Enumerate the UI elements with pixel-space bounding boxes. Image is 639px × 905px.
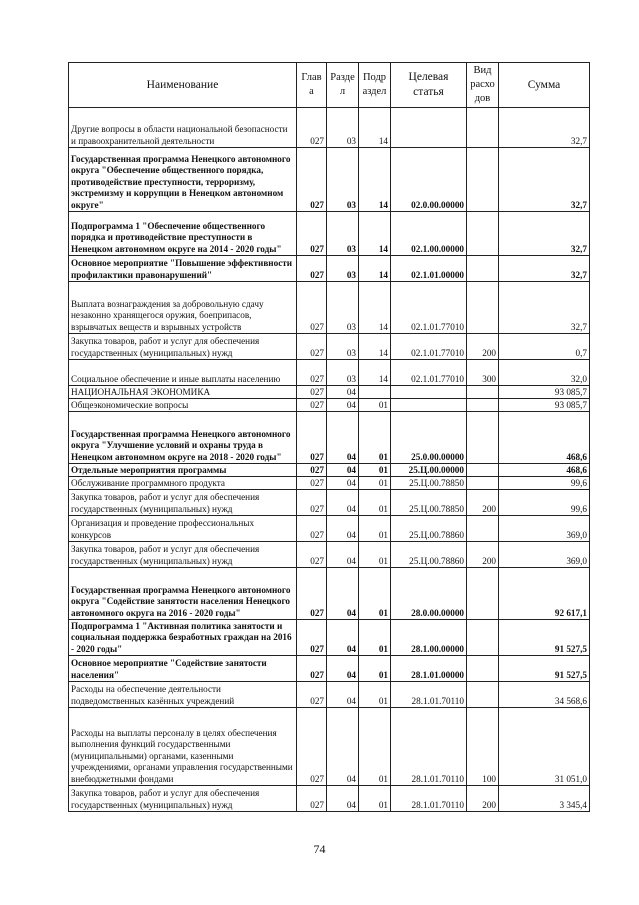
row-chapter: 027 — [297, 212, 327, 256]
row-subsection: 01 — [359, 412, 391, 464]
row-target: 25.Ц.00.78860 — [391, 516, 467, 542]
row-sum: 99,6 — [499, 477, 590, 490]
row-sum: 92 617,1 — [499, 568, 590, 620]
row-subsection: 14 — [359, 360, 391, 386]
row-target: 02.1.00.00000 — [391, 212, 467, 256]
row-chapter: 027 — [297, 412, 327, 464]
row-section: 03 — [327, 256, 359, 282]
table-row — [69, 256, 590, 282]
row-section: 04 — [327, 490, 359, 516]
row-sum: 31 051,0 — [499, 708, 590, 786]
row-name: Общеэкономические вопросы — [69, 399, 297, 412]
row-name: Расходы на выплаты персоналу в целях обеспечения выполнения функций государственными (муниципальными) органами, казенными учреждениями, органами управления государственными внебюджетными фондами — [69, 708, 297, 786]
table-row — [69, 386, 590, 399]
row-sum: 32,0 — [499, 360, 590, 386]
row-chapter: 027 — [297, 786, 327, 812]
row-section: 04 — [327, 477, 359, 490]
row-type: 200 — [467, 334, 499, 360]
row-subsection: 01 — [359, 490, 391, 516]
row-sum: 369,0 — [499, 542, 590, 568]
row-sum: 91 527,5 — [499, 656, 590, 682]
row-name: Закупка товаров, работ и услуг для обеспечения государственных (муниципальных) нужд — [69, 542, 297, 568]
row-section: 04 — [327, 542, 359, 568]
row-chapter: 027 — [297, 334, 327, 360]
row-name: НАЦИОНАЛЬНАЯ ЭКОНОМИКА — [69, 386, 297, 399]
row-sum: 3 345,4 — [499, 786, 590, 812]
row-subsection: 01 — [359, 464, 391, 477]
table-row — [69, 282, 590, 334]
row-name: Государственная программа Ненецкого автономного округа "Содействие занятости населения Ненецкого автономного округа на 2016 - 2020 годы" — [69, 568, 297, 620]
row-section: 03 — [327, 212, 359, 256]
row-subsection: 14 — [359, 334, 391, 360]
row-subsection: 01 — [359, 786, 391, 812]
row-type: 200 — [467, 542, 499, 568]
row-type — [467, 386, 499, 399]
row-subsection: 14 — [359, 282, 391, 334]
row-section: 03 — [327, 148, 359, 212]
row-target: 28.0.00.00000 — [391, 568, 467, 620]
row-target: 02.1.01.77010 — [391, 282, 467, 334]
row-name: Отдельные мероприятия программы — [69, 464, 297, 477]
header-section: Разде л — [327, 63, 359, 108]
table-row — [69, 786, 590, 812]
row-subsection: 01 — [359, 516, 391, 542]
header-subsection: Подр аздел — [359, 63, 391, 108]
row-subsection: 01 — [359, 620, 391, 656]
row-name: Закупка товаров, работ и услуг для обеспечения государственных (муниципальных) нужд — [69, 786, 297, 812]
row-sum: 32,7 — [499, 256, 590, 282]
row-sum: 0,7 — [499, 334, 590, 360]
row-subsection: 01 — [359, 477, 391, 490]
table-row — [69, 334, 590, 360]
table-row — [69, 148, 590, 212]
row-chapter: 027 — [297, 464, 327, 477]
row-target: 25.Ц.00.78850 — [391, 477, 467, 490]
row-subsection: 14 — [359, 148, 391, 212]
row-section: 04 — [327, 620, 359, 656]
row-subsection — [359, 386, 391, 399]
row-section: 04 — [327, 412, 359, 464]
row-type — [467, 682, 499, 708]
row-target: 28.1.01.00000 — [391, 656, 467, 682]
row-sum: 91 527,5 — [499, 620, 590, 656]
table-row — [69, 412, 590, 464]
header-name: Наименование — [69, 63, 297, 108]
row-name: Основное мероприятие "Повышение эффективности профилактики правонарушений" — [69, 256, 297, 282]
row-type — [467, 282, 499, 334]
row-name: Организация и проведение профессиональных конкурсов — [69, 516, 297, 542]
row-section: 04 — [327, 682, 359, 708]
row-sum: 369,0 — [499, 516, 590, 542]
row-subsection: 14 — [359, 212, 391, 256]
row-name: Другие вопросы в области национальной безопасности и правоохранительной деятельности — [69, 108, 297, 148]
row-type — [467, 399, 499, 412]
row-name: Социальное обеспечение и иные выплаты населению — [69, 360, 297, 386]
row-target: 25.Ц.00.00000 — [391, 464, 467, 477]
row-section: 04 — [327, 516, 359, 542]
row-name: Подпрограмма 1 "Обеспечение общественного порядка и противодействие преступности в Ненецком автономном округе на 2014 - 2020 годы" — [69, 212, 297, 256]
row-section: 04 — [327, 656, 359, 682]
row-target: 25.0.00.00000 — [391, 412, 467, 464]
row-type — [467, 412, 499, 464]
row-type: 200 — [467, 786, 499, 812]
row-target: 28.1.00.00000 — [391, 620, 467, 656]
row-sum: 32,7 — [499, 108, 590, 148]
row-target: 28.1.01.70110 — [391, 786, 467, 812]
row-name: Государственная программа Ненецкого автономного округа "Обеспечение общественного порядка, противодействие преступности, терроризму, экстремизму и коррупции в Ненецком автономном округе" — [69, 148, 297, 212]
table-row — [69, 620, 590, 656]
row-chapter: 027 — [297, 108, 327, 148]
row-chapter: 027 — [297, 656, 327, 682]
row-sum: 468,6 — [499, 464, 590, 477]
row-section: 04 — [327, 386, 359, 399]
header-row — [69, 63, 590, 108]
row-name: Государственная программа Ненецкого автономного округа "Улучшение условий и охраны труда в Ненецком автономном округе на 2018 - 2020 годы" — [69, 412, 297, 464]
page-number: 74 — [313, 842, 326, 856]
row-section: 04 — [327, 568, 359, 620]
row-name: Выплата вознаграждения за добровольную сдачу незаконно хранящегося оружия, боеприпасов, взрывчатых веществ и взрывных устройств — [69, 282, 297, 334]
header-chapter: Глав а — [297, 63, 327, 108]
table-row — [69, 212, 590, 256]
table-row — [69, 542, 590, 568]
row-type — [467, 477, 499, 490]
row-target: 28.1.01.70110 — [391, 708, 467, 786]
row-target: 02.0.00.00000 — [391, 148, 467, 212]
row-section: 03 — [327, 282, 359, 334]
table-row — [69, 360, 590, 386]
header-type: Вид расхо дов — [467, 63, 499, 108]
table-row — [69, 516, 590, 542]
row-sum: 93 085,7 — [499, 386, 590, 399]
row-target — [391, 399, 467, 412]
row-target: 02.1.01.00000 — [391, 256, 467, 282]
table-row — [69, 464, 590, 477]
row-target — [391, 108, 467, 148]
row-section: 03 — [327, 360, 359, 386]
row-target — [391, 386, 467, 399]
row-chapter: 027 — [297, 477, 327, 490]
row-section: 03 — [327, 108, 359, 148]
row-target: 02.1.01.77010 — [391, 360, 467, 386]
row-subsection: 01 — [359, 542, 391, 568]
row-sum: 32,7 — [499, 282, 590, 334]
row-type — [467, 620, 499, 656]
row-type: 100 — [467, 708, 499, 786]
row-type — [467, 568, 499, 620]
row-target: 28.1.01.70110 — [391, 682, 467, 708]
row-subsection: 01 — [359, 682, 391, 708]
row-sum: 93 085,7 — [499, 399, 590, 412]
row-section: 04 — [327, 399, 359, 412]
row-section: 03 — [327, 334, 359, 360]
row-name: Закупка товаров, работ и услуг для обеспечения государственных (муниципальных) нужд — [69, 334, 297, 360]
table-row — [69, 490, 590, 516]
row-sum: 32,7 — [499, 212, 590, 256]
table-row — [69, 568, 590, 620]
table-row — [69, 399, 590, 412]
row-subsection: 14 — [359, 256, 391, 282]
row-type — [467, 656, 499, 682]
row-name: Обслуживание программного продукта — [69, 477, 297, 490]
row-target: 25.Ц.00.78850 — [391, 490, 467, 516]
header-target: Целевая статья — [391, 63, 467, 108]
row-subsection: 01 — [359, 399, 391, 412]
row-name: Подпрограмма 1 "Активная политика занятости и социальная поддержка безработных граждан на 2016 - 2020 годы" — [69, 620, 297, 656]
row-sum: 99,6 — [499, 490, 590, 516]
row-sum: 34 568,6 — [499, 682, 590, 708]
row-chapter: 027 — [297, 386, 327, 399]
row-chapter: 027 — [297, 399, 327, 412]
table-row — [69, 477, 590, 490]
row-target: 02.1.01.77010 — [391, 334, 467, 360]
row-chapter: 027 — [297, 282, 327, 334]
row-chapter: 027 — [297, 542, 327, 568]
row-type — [467, 108, 499, 148]
row-section: 04 — [327, 464, 359, 477]
row-chapter: 027 — [297, 360, 327, 386]
row-name: Расходы на обеспечение деятельности подведомственных казённых учреждений — [69, 682, 297, 708]
row-type — [467, 148, 499, 212]
row-type: 200 — [467, 490, 499, 516]
row-chapter: 027 — [297, 256, 327, 282]
row-type — [467, 256, 499, 282]
row-type — [467, 516, 499, 542]
row-subsection: 01 — [359, 568, 391, 620]
row-subsection: 01 — [359, 656, 391, 682]
table-row — [69, 682, 590, 708]
row-section: 04 — [327, 786, 359, 812]
row-chapter: 027 — [297, 516, 327, 542]
row-type: 300 — [467, 360, 499, 386]
row-chapter: 027 — [297, 620, 327, 656]
row-sum: 32,7 — [499, 148, 590, 212]
header-sum: Сумма — [499, 63, 590, 108]
row-chapter: 027 — [297, 148, 327, 212]
table-row — [69, 656, 590, 682]
row-target: 25.Ц.00.78860 — [391, 542, 467, 568]
row-type — [467, 212, 499, 256]
row-name: Закупка товаров, работ и услуг для обеспечения государственных (муниципальных) нужд — [69, 490, 297, 516]
row-sum: 468,6 — [499, 412, 590, 464]
table-row — [69, 108, 590, 148]
row-chapter: 027 — [297, 682, 327, 708]
row-subsection: 14 — [359, 108, 391, 148]
row-subsection: 01 — [359, 708, 391, 786]
budget-table — [68, 62, 590, 812]
table-row — [69, 708, 590, 786]
row-chapter: 027 — [297, 490, 327, 516]
row-name: Основное мероприятие "Содействие занятости населения" — [69, 656, 297, 682]
row-chapter: 027 — [297, 708, 327, 786]
row-chapter: 027 — [297, 568, 327, 620]
row-type — [467, 464, 499, 477]
row-section: 04 — [327, 708, 359, 786]
